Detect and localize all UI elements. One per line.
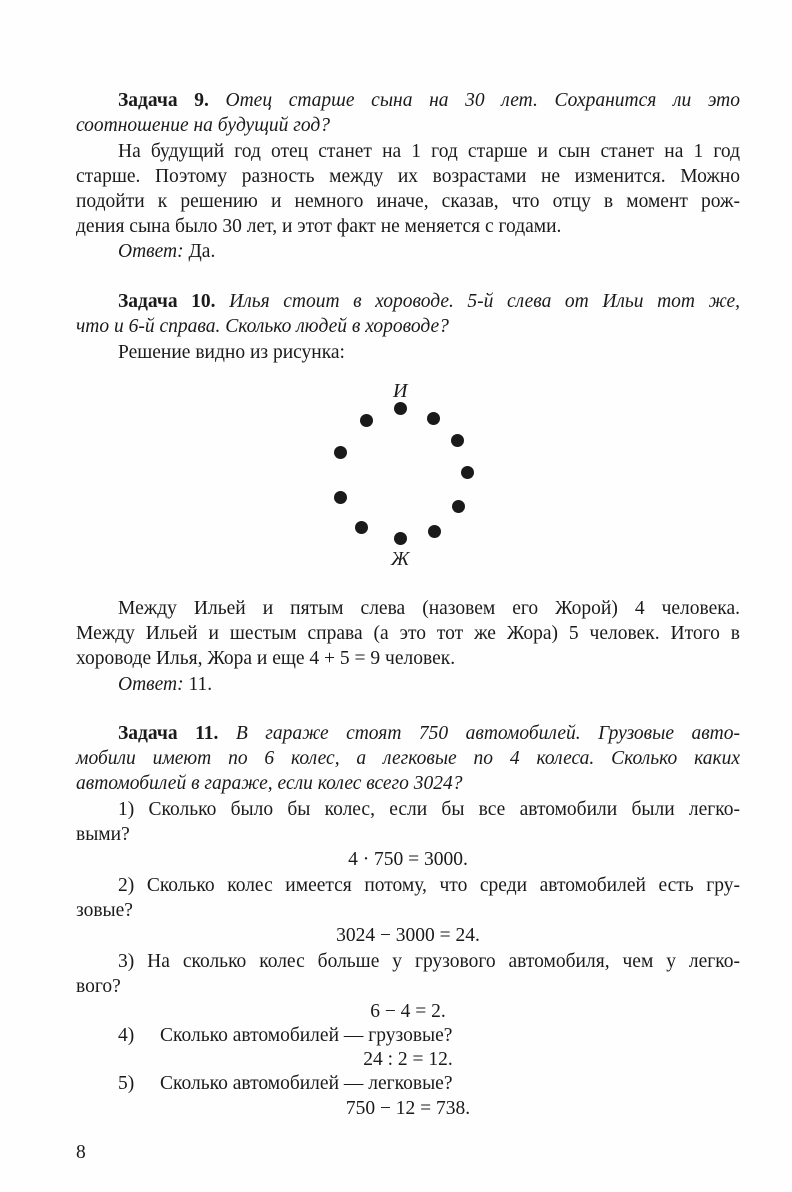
zhora-label: Ж [391,548,410,570]
person-dot [355,521,368,534]
problem-11-label: Задача 11. [118,723,219,744]
step-1-equation: 4 · 750 = 3000. [348,849,468,870]
problem-11-statement-line-1: Задача 11. В гараже стоят 750 автомобилей. Грузовые авто- [118,723,740,744]
step-4-question: Сколько автомобилей — грузовые? [160,1025,453,1046]
person-dot-zhora [394,532,407,545]
problem-11-statement-line-3: автомобилей в гараже, если колес всего 3024? [76,773,463,794]
problem-9-statement-line-1: Задача 9. Отец старше сына на 30 лет. Сохранится ли это [118,90,740,111]
step-4-equation: 24 : 2 = 12. [363,1049,453,1070]
problem-10-solution-line: хороводе Илья, Жора и еще 4 + 5 = 9 человек. [76,648,456,669]
step-2-question-cont: зовые? [76,900,133,921]
person-dot [452,500,465,513]
problem-9-solution-line: дения сына было 30 лет, и этот факт не меняется с годами. [76,216,562,237]
problem-10-answer [118,672,740,697]
person-dot [428,525,441,538]
problem-9-solution-line: подойти к решению и немного иначе, сказав, что отцу в момент рож- [76,191,740,212]
problem-9-answer [118,239,740,264]
step-3-equation: 6 − 4 = 2. [370,1001,446,1022]
problem-9-solution-line: старше. Поэтому разность между их возрастами не изменится. Можно [76,166,740,187]
person-dot [360,414,373,427]
person-dot-ilya [394,402,407,415]
step-5-question: Сколько автомобилей — легковые? [160,1073,453,1094]
problem-10-statement-line-1: Задача 10. Илья стоит в хороводе. 5-й слева от Ильи тот же, [118,291,740,312]
step-5-number: 5) [118,1073,135,1094]
step-5-equation: 750 − 12 = 738. [345,1098,471,1119]
answer-value: Да. [183,241,216,262]
problem-10-intro: Решение видно из рисунка: [118,342,345,363]
problem-10-solution-line: Между Ильей и пятым слева (назовем его Жорой) 4 человека. [118,598,740,619]
problem-11-statement-line-2: мобили имеют по 6 колес, а легковые по 4 колеса. Сколько каких [76,748,740,769]
person-dot [334,446,347,459]
person-dot [427,412,440,425]
step-2-equation: 3024 − 3000 = 24. [336,925,480,946]
ilya-label: И [393,380,408,402]
step-1-question: 1) Сколько было бы колес, если бы все автомобили были легко- [118,799,740,820]
step-4-number: 4) [118,1025,135,1046]
person-dot [334,491,347,504]
step-1-question-cont: выми? [76,824,130,845]
person-dot [461,466,474,479]
step-3-question: 3) На сколько колес больше у грузового автомобиля, чем у легко- [118,951,740,972]
step-3-question-cont: вого? [76,976,121,997]
problem-9-statement-line-2: соотношение на будущий год? [76,115,331,136]
problem-10-label: Задача 10. [118,291,216,312]
person-dot [451,434,464,447]
problem-10-solution-line: Между Ильей и шестым справа (а это тот же Жора) 5 человек. Итого в [76,623,740,644]
answer-label: Ответ: [118,674,184,695]
step-2-question: 2) Сколько колес имеется потому, что среди автомобилей есть гру- [118,875,740,896]
problem-9-label: Задача 9. [118,90,209,111]
problem-10-statement-line-2: что и 6-й справа. Сколько людей в хороводе? [76,316,449,337]
answer-value: 11. [183,674,213,695]
page-number: 8 [76,1142,86,1163]
problem-9-solution-line: На будущий год отец станет на 1 год старше и сын станет на 1 год [118,141,740,162]
answer-label: Ответ: [118,241,184,262]
